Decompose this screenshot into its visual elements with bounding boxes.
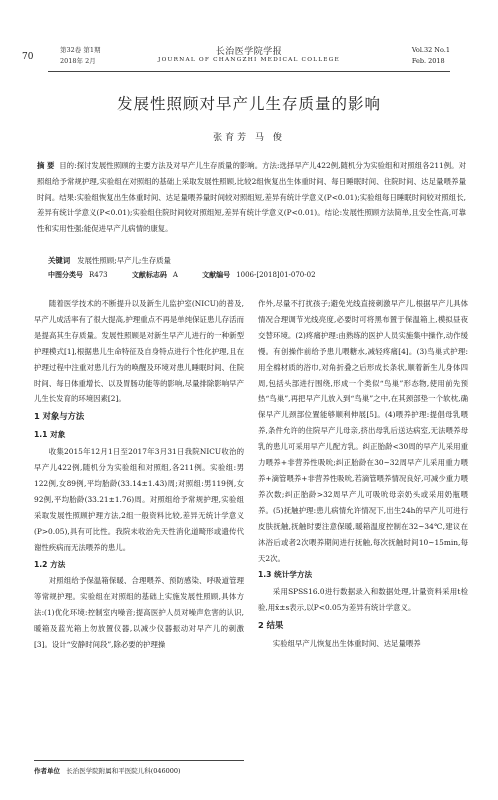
section-heading-materials: 1 对象与方法 [34, 411, 85, 422]
left-column [34, 296, 244, 653]
footnote-text: 长治医学院附属和平医院儿科(046000) [66, 767, 181, 775]
classification-line [48, 270, 316, 280]
volume-en: Vol.32 No.1 [411, 46, 450, 54]
journal-header [0, 0, 498, 72]
date-en: Feb. 2018 [411, 57, 445, 65]
journal-name-cn: 长治医学院学报 [215, 47, 283, 57]
clc-value: R473 [89, 271, 108, 279]
subjects-paragraph: 收集2015年12月1日至2017年3月31日我院NICU收治的早产儿422例,随机分为实验组和对照组,各211例。实验组:男122例,女89例,平均胎龄(33.14±1.43)周;对照组:男119例,女92例,平均胎龄(33.21±1.76)周。对照组给予常规护理,实验组采取发展性照顾护理方法,2组一般资料比较,差异无统计学意义(P>0.05),具有可比性。我院未收治先天性消化道畸形或遗传代谢性疾病而无法喂养的患儿。 [34, 447, 244, 552]
methods-continued-paragraph: 作外,尽量不打扰孩子;避免光线直接刺激早产儿,根据早产儿具体情况合理调节光线亮度,必要时可将黑布置于保温箱上,模拟昼夜交替环境。(2)疼痛护理:由熟练的医护人员实施集中操作,动作缓慢。有创操作前给予患儿喂糖水,减轻疼痛[4]。(3)鸟巢式护理:用全棉材质的浴巾,对角折叠之后形成长条状,顺着新生儿身体四周,包括头部进行围绕,形成一个类似“鸟巢”形态物,使用前先预热“鸟巢”,再把早产儿放入到“鸟巢”之中,在其颈部垫一个软枕,确保早产儿颈部位置能够顺利伸展[5]。(4)喂养护理:提倡母乳喂养,条件允许的住院早产儿母亲,挤出母乳后送达病室,无法喂养母乳的患儿可采用早产儿配方乳。纠正胎龄<30周的早产儿采用重力喂养+非营养性吸吮;纠正胎龄在30~32周早产儿采用重力喂养+滴管喂养+非营养性吸吮,若滴管喂养情况良好,可减少重力喂养次数;纠正胎龄>32周早产儿可吸吮母亲奶头或采用奶瓶喂养。(5)抚触护理:患儿病情允许情况下,出生24h的早产儿可进行皮肤抚触,抚触时要注意保暖,暖箱温度控制在32~34℃,建议在沐浴后或者2次喂养期间进行抚触,每次抚触时间10~15min,每天2次。 [258, 299, 468, 563]
subsection-heading-stats: 1.3 统计学方法 [258, 570, 313, 580]
doc-code-label: 文献标志码 [131, 271, 167, 279]
article-no-value: 1006-[2018]01-070-02 [236, 271, 316, 279]
stats-paragraph: 采用SPSS16.0进行数据录入和数据处理,计量资料采用t检验,用x̄±s表示,以P<0.05为差异有统计学意义。 [258, 587, 468, 613]
header-rule [48, 71, 450, 72]
abstract [37, 158, 466, 237]
article-authors: 张育芳 马 俊 [213, 133, 285, 143]
right-column [258, 296, 468, 652]
intro-paragraph: 随着医学技术的不断提升以及新生儿监护室(NICU)的普及,早产儿成活率有了很大提高,护理重点不再是单纯保证患儿存活而是提高其生存质量。发展性照顾是对新生早产儿进行的一种新型护理模式[1],根据患儿生命特征及自身特点进行个性化护理,且在护理过程中注重对患儿行为的唤醒及环境对患儿睡眠时间、住院时间、每日体重增长、以及胃肠功能等的影响,尽量排除影响早产儿生长发育的环境因素[2]。 [34, 299, 244, 404]
abstract-label: 摘 要 [37, 161, 55, 170]
clc-label: 中图分类号 [48, 271, 83, 279]
keywords [48, 255, 171, 266]
section-heading-results: 2 结果 [258, 620, 284, 631]
subsection-heading-methods: 1.2 方法 [34, 559, 66, 569]
journal-name-en: JOURNAL OF CHANGZHI MEDICAL COLLEGE [158, 57, 340, 63]
results-paragraph: 实验组早产儿恢复出生体重时间、达足量喂养 [272, 639, 421, 649]
methods-paragraph: 对照组给予保温箱保暖、合理喂养、预防感染、呼吸道管理等常规护理。实验组在对照组的基础上实施发展性照顾,具体方法:(1)优化环境:控制室内噪音;提高医护人员对噪声危害的认识,暖箱及蓝光箱上勿放置仪器,以减少仪器振动对早产儿的刺激[3]。设计“安静时间段”,除必要的护理操 [34, 576, 244, 650]
subsection-heading-subjects: 1.1 对象 [34, 430, 66, 440]
volume-cn: 第32卷 第1期 [60, 46, 101, 54]
volume-issue-right [412, 45, 450, 67]
page-number: 70 [22, 52, 34, 62]
abstract-text: 目的:探讨发展性照顾的主要方法及对早产儿生存质量的影响。方法:选择早产儿422例,随机分为实验组和对照组各211例。对照组给予常规护理,实验组在对照组的基础上采取发展性照顾,比较2组恢复出生体重时间、每日睡眠时间、住院时间、达足量喂养量时间。结果:实验组恢复出生体重时间、达足量喂养量时间较对照组短,差异有统计学意义(P<0.01);实验组每日睡眠时间较对照组长,差异有统计学意义(P<0.01);实验组住院时间较对照组短,差异有统计学意义(P<0.01)。结论:发展性照顾方法简单,且安全性高,可靠性和实用性强;能促进早产儿病情的康复。 [37, 161, 466, 234]
keywords-text: 发展性照顾;早产儿;生存质量 [77, 256, 171, 265]
footnote-rule [34, 760, 244, 761]
date-cn: 2018年 2月 [60, 57, 96, 65]
doc-code-value: A [172, 271, 178, 279]
keywords-label: 关键词 [48, 256, 71, 265]
footnote-label: 作者单位 [34, 767, 60, 775]
article-no-label: 文献编号 [202, 271, 231, 279]
article-title: 发展性照顾对早产儿生存质量的影响 [116, 95, 381, 113]
author-affiliation-footnote [34, 766, 181, 775]
